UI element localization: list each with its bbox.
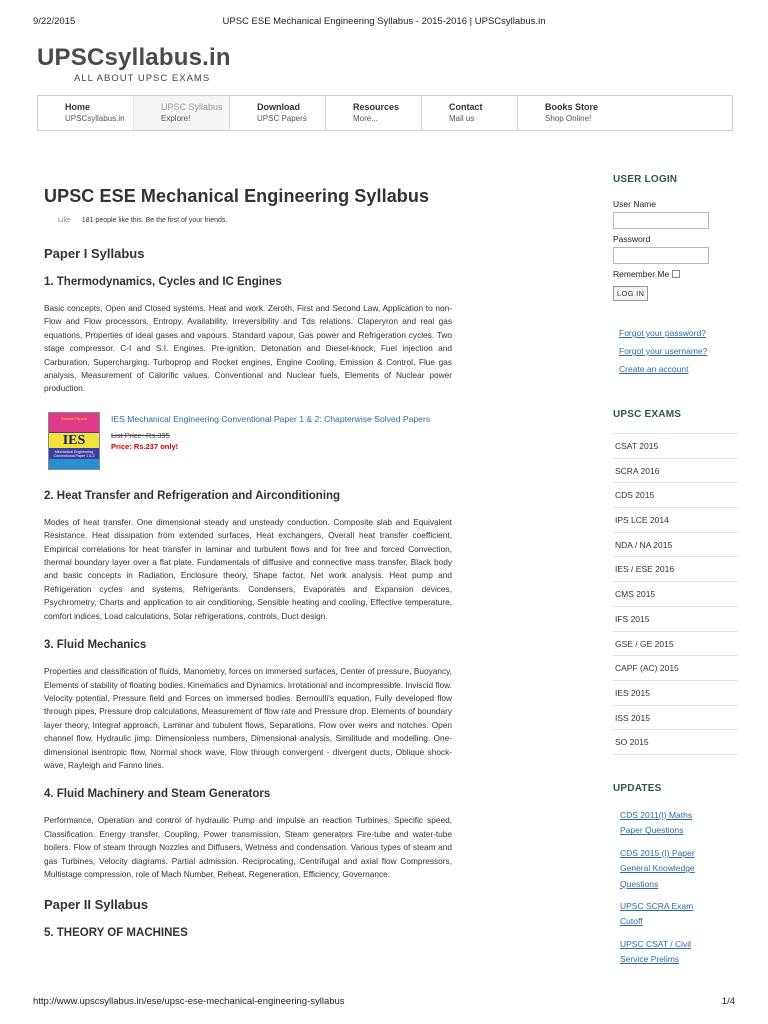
exam-item[interactable]: CAPF (AC) 2015: [613, 656, 738, 681]
create-account-link[interactable]: Create an account: [619, 364, 689, 374]
update-links: [620, 808, 738, 968]
nav-label: Home: [65, 102, 91, 112]
book-cover-ies-text: IES: [49, 433, 99, 448]
exams-heading: UPSC EXAMS: [613, 409, 682, 420]
nav-label: Books Store: [545, 102, 599, 112]
print-page-number: 1/4: [721, 996, 735, 1007]
nav-sublabel: Mail us: [449, 114, 475, 123]
main-nav: [37, 95, 733, 131]
exam-item[interactable]: IPS LCE 2014: [613, 508, 738, 533]
nav-sublabel: Explore!: [161, 114, 191, 123]
exams-module: [613, 409, 738, 755]
exam-item[interactable]: NDA / NA 2015: [613, 533, 738, 558]
topic-body: Basic concepts, Open and Closed systems. Heat and work. Zeroth, First and Second Law, Application to non-Flow and Flow processors. Entropy, Availability, Irreversibility and Tds relations. Claperyron and real gas equations, Properties of ideal gases and vapours. Standard vapour, Gas power and Refrigeration cycles. Two stage compressor. C-I and S.I. Engines. Pre-ignition, Detonation and Diesel-knock, Fuel injection and Carburation, Supercharging. Turboprop and Rocket engines, Engine Cooling, Emission & Control, Flue gas analysis, Measurement of Calorific values. Conventional and Nuclear fuels, Elements of Nuclear power production.: [44, 303, 452, 394]
nav-item-resources[interactable]: [326, 96, 422, 130]
nav-sublabel: Shop Online!: [545, 114, 592, 123]
paper-2-heading: Paper II Syllabus: [44, 897, 149, 913]
password-input[interactable]: [613, 247, 709, 264]
site-logo[interactable]: UPSCsyllabus.in: [37, 44, 231, 71]
like-row: [58, 217, 452, 227]
updates-module: [613, 783, 738, 968]
book-cover-stripe: [49, 459, 99, 469]
topic-body: Properties and classification of fluids, Manometry, forces on immersed surfaces, Center of pressure, Buoyancy, Elements of stability of floating bodies. Kinematics and Dynamics. Irrotational and incompressible. Inviscid flow. Velocity potential, Pressure field and Forces on immersed bodies. Bernoulli's equation, Fully developed flow through pipes, Pressure drop calculations, Measurement of flow rate and Pressure drop. Elements of boundary layer theory, Integral approach, Laminar and tubulent flows, Separations. Flow over weirs and notches. Open channel flow, Hydraulic jimp. Dimensionless numbers, Dimensional analysis, Similitude and modelling. One-dimensional isentropic flow, Normal shock wave, Flow through convergent - divergent ducts, Oblique shock-wave, Rayleigh and Fanno lines.: [44, 666, 452, 770]
site-tagline: ALL ABOUT UPSC EXAMS: [74, 73, 211, 84]
updates-heading: UPDATES: [613, 782, 662, 794]
nav-label: Download: [257, 102, 300, 112]
remember-me-row: [613, 269, 738, 279]
remember-me-checkbox[interactable]: [672, 270, 680, 278]
exam-item[interactable]: SO 2015: [613, 730, 738, 755]
password-label: Password: [613, 234, 651, 244]
book-cover-top-text: Solved Papers: [60, 415, 87, 421]
nav-label: Resources: [353, 102, 400, 112]
nav-item-contact[interactable]: [422, 96, 518, 130]
like-count-text: 181 people like this. Be the first of your friends.: [81, 217, 228, 224]
book-list-price: List Price: Rs.395: [111, 430, 170, 440]
nav-item-upsc-syllabus[interactable]: [134, 96, 230, 130]
book-price: Price: Rs.237 only!: [111, 441, 179, 451]
remember-me-label: Remember Me: [613, 269, 670, 279]
exam-item[interactable]: CMS 2015: [613, 582, 738, 607]
exam-item[interactable]: SCRA 2016: [613, 459, 738, 484]
forgot-password-link[interactable]: Forgot your password?: [619, 328, 706, 338]
exam-item[interactable]: CSAT 2015: [613, 434, 738, 459]
book-cover-image[interactable]: [48, 412, 100, 470]
sidebar: [613, 174, 738, 975]
nav-item-home[interactable]: [38, 96, 134, 130]
topic-body: Modes of heat transfer. One dimensional steady and unsteady conduction. Composite slab and Equivalent Resistance. Heat dissipation from extended surfaces, Heat exchangers, Overall heat transfer coefficient, Empirical correlations for heat transfer in laminar and turbulent flows and for free and forced Convection, thermal boundary layer over a flat plate. Fundamentals of diffusive and connective mass transfer, Black body and basic concepts in Radiation, Enclosure theory, Shape factor, Net work analysis. Heat pump and Refrigeration cycles and systems, Refrigerants. Condensers, Evaporates and Expansion devices, Psychrometry, Charts and application to air conditioning, Sensible heating and cooling, Effective temperature, comfort indices, Load calculations, Solar refrigerations, controls, Duct design.: [44, 516, 452, 621]
print-date: 9/22/2015: [33, 16, 76, 27]
exam-list: [613, 433, 738, 755]
login-links: [619, 326, 738, 377]
print-url: http://www.upscsyllabus.in/ese/upsc-ese-mechanical-engineering-syllabus: [33, 996, 345, 1007]
like-button[interactable]: Like: [58, 217, 71, 224]
exam-item[interactable]: CDS 2015: [613, 483, 738, 508]
print-title: UPSC ESE Mechanical Engineering Syllabus - 2015-2016 | UPSCsyllabus.in: [222, 16, 546, 27]
nav-label: UPSC Syllabus: [161, 102, 223, 112]
book-cover-subtitle: Mechanical Engineering Conventional Paper 1 & 2: [53, 449, 95, 459]
exam-item[interactable]: ISS 2015: [613, 706, 738, 731]
print-header: [33, 16, 735, 30]
login-heading: USER LOGIN: [613, 174, 678, 185]
login-module: [613, 174, 738, 377]
article: [44, 186, 452, 953]
paper-1-heading: Paper I Syllabus: [44, 246, 145, 261]
update-link[interactable]: CDS 2015 (I) Paper General Knowledge Questions: [620, 847, 695, 889]
nav-sublabel: More...: [353, 114, 378, 123]
book-info: [111, 412, 451, 472]
update-link[interactable]: CDS 2011(I) Maths Paper Questions: [620, 809, 693, 836]
exam-item[interactable]: GSE / GE 2015: [613, 632, 738, 657]
topic-heading: 1. Thermodynamics, Cycles and IC Engines: [44, 276, 282, 288]
page-title: UPSC ESE Mechanical Engineering Syllabus: [44, 186, 430, 206]
nav-item-books-store[interactable]: [518, 96, 638, 130]
topic-heading: 3. Fluid Mechanics: [44, 639, 147, 652]
book-promo: [48, 412, 452, 472]
topic-heading: 4. Fluid Machinery and Steam Generators: [44, 788, 271, 801]
topic-heading: 2. Heat Transfer and Refrigeration and Airconditioning: [44, 489, 341, 502]
topic-heading: 5. THEORY OF MACHINES: [44, 927, 188, 940]
nav-sublabel: UPSC Papers: [257, 114, 307, 123]
nav-label: Contact: [449, 102, 483, 112]
exam-item[interactable]: IES / ESE 2016: [613, 557, 738, 582]
forgot-username-link[interactable]: Forgot your username?: [619, 346, 708, 356]
username-label: User Name: [613, 199, 656, 209]
exam-item[interactable]: IES 2015: [613, 681, 738, 706]
username-input[interactable]: [613, 212, 709, 229]
exam-item[interactable]: IFS 2015: [613, 607, 738, 632]
update-link[interactable]: UPSC CSAT / Civil Service Prelims: [620, 938, 692, 965]
login-button[interactable]: LOG IN: [613, 286, 648, 301]
nav-sublabel: UPSCsyllabus.in: [65, 114, 125, 123]
topic-body: Performance, Operation and control of hydraulic Pump and impulse an reaction Turbines, Specific speed, Classification. Energy transfer, Coupling, Power transmission, Steam generators Fire-tube and water-tube boilers. Flow of steam through Nozzles and Diffusers, Wetness and condensation. Various types of steam and gas Turbines, Velocity diagrams. Partial admission. Reciprocating, Centrifugal and axial flow Compressors, Multistage compression, role of Mach Number, Reheat, Regeneration, Efficiency, Governance.: [44, 815, 452, 879]
print-footer: [33, 996, 735, 1010]
nav-item-download[interactable]: [230, 96, 326, 130]
update-link[interactable]: UPSC SCRA Exam Cutoff: [620, 900, 694, 927]
book-title-link[interactable]: IES Mechanical Engineering Conventional Paper 1 & 2: Chapterwise Solved Papers: [111, 413, 431, 424]
